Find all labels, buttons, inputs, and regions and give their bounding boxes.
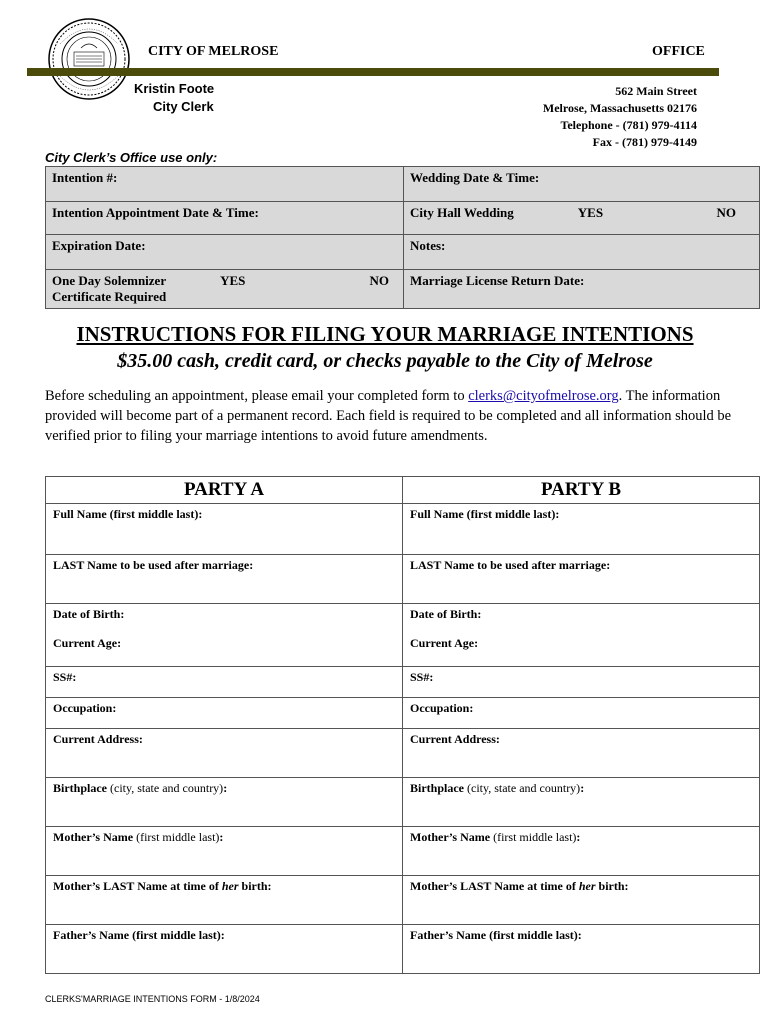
fee-line: $35.00 cash, credit card, or checks payable to the City of Melrose (117, 350, 653, 372)
last-name-label: LAST Name to be used after marriage: (53, 558, 254, 572)
office-use-title: City Clerk’s Office use only: (45, 150, 218, 165)
mother-last-name-label: Mother’s LAST Name at time of (410, 879, 579, 893)
solemnizer-no-option[interactable]: NO (369, 273, 389, 288)
mother-name-hint: (first middle last) (490, 830, 577, 844)
city-seal-logo (48, 18, 130, 100)
mother-name-colon: : (576, 830, 581, 844)
party-b-full-name-field[interactable] (403, 504, 760, 555)
party-a-ssn-field[interactable] (46, 667, 403, 698)
instructions-title: INSTRUCTIONS FOR FILING YOUR MARRIAGE INTENTIONS (76, 322, 694, 346)
birth-label: birth: (595, 879, 629, 893)
office-address (543, 83, 697, 151)
city-hall-no-option[interactable]: NO (716, 205, 736, 220)
address-telephone: Telephone - (781) 979-4114 (560, 118, 697, 132)
wedding-date-label: Wedding Date & Time: (410, 170, 540, 185)
license-return-label: Marriage License Return Date: (410, 273, 585, 288)
party-a-full-name-field[interactable] (46, 504, 403, 555)
occupation-label: Occupation: (53, 701, 117, 715)
solemnizer-field[interactable] (46, 270, 404, 309)
party-b-occupation-field[interactable] (403, 698, 760, 729)
party-a-father-name-field[interactable] (46, 925, 403, 974)
father-name-label: Father’s Name (first middle last): (410, 928, 582, 942)
mother-name-label: Mother’s Name (410, 830, 491, 844)
party-a-occupation-field[interactable] (46, 698, 403, 729)
form-footer: CLERKS'MARRIAGE INTENTIONS FORM - 1/8/2024 (45, 994, 260, 1004)
clerk-name: Kristin Foote (134, 81, 215, 96)
solemnizer-yes-option[interactable]: YES (220, 273, 246, 288)
party-a-mother-name-field[interactable] (46, 827, 403, 876)
header-bar (27, 68, 719, 76)
party-b-ssn-field[interactable] (403, 667, 760, 698)
address-fax: Fax - (781) 979-4149 (592, 135, 697, 149)
clerk-title: City Clerk (153, 99, 214, 114)
appointment-label: Intention Appointment Date & Time: (52, 205, 259, 220)
ssn-label: SS#: (410, 670, 434, 684)
wedding-date-field[interactable] (404, 167, 760, 202)
birthplace-hint: (city, state and country) (107, 781, 224, 795)
party-a-dob-age-field[interactable] (46, 604, 403, 667)
city-hall-label: City Hall Wedding (410, 205, 514, 220)
father-name-label: Father’s Name (first middle last): (53, 928, 225, 942)
intention-number-field[interactable] (46, 167, 404, 202)
office-use-table (45, 166, 760, 309)
date-of-birth-label: Date of Birth: (53, 607, 125, 621)
current-age-label: Current Age: (53, 636, 122, 650)
party-b-last-name-field[interactable] (403, 555, 760, 604)
party-b-mother-name-field[interactable] (403, 827, 760, 876)
expiration-date-field[interactable] (46, 235, 404, 270)
party-b-address-field[interactable] (403, 729, 760, 778)
ssn-label: SS#: (53, 670, 77, 684)
intro-text-start: Before scheduling an appointment, please email your completed form to (45, 388, 469, 404)
license-return-field[interactable] (404, 270, 760, 309)
mother-name-label: Mother’s Name (53, 830, 134, 844)
party-a-address-field[interactable] (46, 729, 403, 778)
expiration-label: Expiration Date: (52, 238, 146, 253)
solemnizer-label: One Day Solemnizer (52, 273, 167, 288)
birthplace-colon: : (580, 781, 585, 795)
party-b-father-name-field[interactable] (403, 925, 760, 974)
her-emphasis: her (221, 879, 239, 893)
current-age-label: Current Age: (410, 636, 479, 650)
address-city: Melrose, Massachusetts 02176 (542, 101, 697, 115)
mother-last-name-label: Mother’s LAST Name at time of (53, 879, 222, 893)
birthplace-hint: (city, state and country) (464, 781, 581, 795)
party-table (45, 476, 760, 974)
party-a-birthplace-field[interactable] (46, 778, 403, 827)
party-a-header: PARTY A (46, 477, 403, 504)
instructions-paragraph (45, 386, 735, 446)
party-b-mother-last-name-field[interactable] (403, 876, 760, 925)
birthplace-colon: : (223, 781, 228, 795)
appointment-date-field[interactable] (46, 202, 404, 235)
address-street: 562 Main Street (615, 84, 697, 98)
last-name-label: LAST Name to be used after marriage: (410, 558, 611, 572)
occupation-label: Occupation: (410, 701, 474, 715)
date-of-birth-label: Date of Birth: (410, 607, 482, 621)
city-title: CITY OF MELROSE (148, 44, 279, 59)
office-title: OFFICE (652, 44, 705, 59)
address-label: Current Address: (410, 732, 500, 746)
intention-label: Intention #: (52, 170, 118, 185)
full-name-label: Full Name (first middle last): (410, 507, 560, 521)
city-hall-wedding-field[interactable] (404, 202, 760, 235)
party-a-mother-last-name-field[interactable] (46, 876, 403, 925)
full-name-label: Full Name (first middle last): (53, 507, 203, 521)
party-b-birthplace-field[interactable] (403, 778, 760, 827)
mother-name-hint: (first middle last) (133, 830, 220, 844)
party-b-header: PARTY B (403, 477, 760, 504)
city-hall-yes-option[interactable]: YES (577, 205, 604, 220)
birth-label: birth: (238, 879, 272, 893)
clerk-email-link[interactable]: clerks@cityofmelrose.org (468, 388, 619, 404)
party-a-last-name-field[interactable] (46, 555, 403, 604)
intro-text-end: . The information provided will become part of a permanent record. Each field is required to be completed and all information should be verified prior to filing your marriage intentions to avoid future amendments. (45, 388, 732, 444)
notes-field[interactable] (404, 235, 760, 270)
notes-label: Notes: (410, 238, 446, 253)
birthplace-label: Birthplace (53, 781, 107, 795)
party-b-dob-age-field[interactable] (403, 604, 760, 667)
solemnizer-label-line2: Certificate Required (52, 289, 167, 304)
birthplace-label: Birthplace (410, 781, 464, 795)
address-label: Current Address: (53, 732, 143, 746)
her-emphasis: her (578, 879, 596, 893)
mother-name-colon: : (219, 830, 224, 844)
